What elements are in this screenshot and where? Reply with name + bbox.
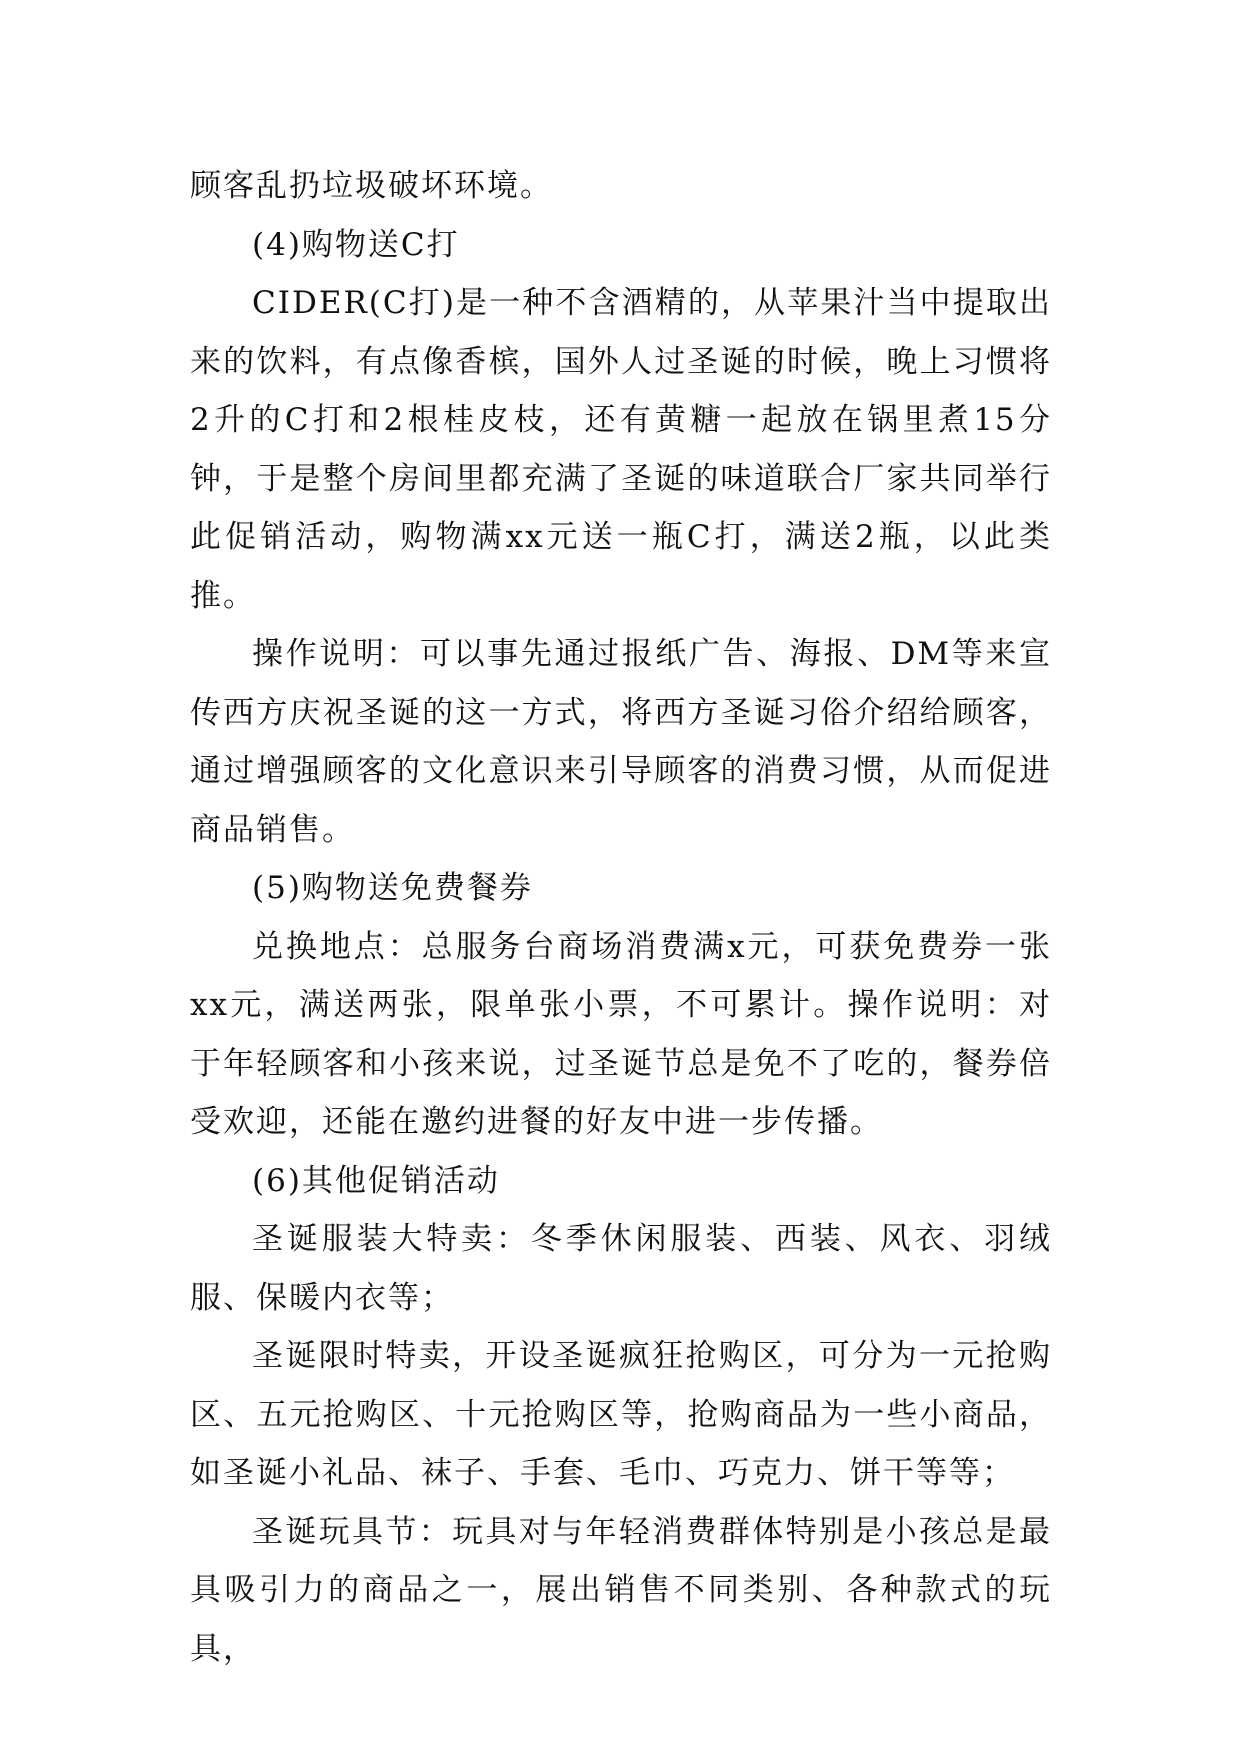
paragraph: 顾客乱扔垃圾破坏环境。 (190, 168, 553, 204)
paragraph: 兑换地点：总服务台商场消费满x元，可获免费券一张xx元，满送两张，限单张小票，不可累计。操作说明：对于年轻顾客和小孩来说，过圣诞节总是免不了吃的，餐券倍受欢迎，还能在邀约进餐的好友中进一步传播。 (190, 928, 1052, 1140)
paragraph: CIDER(C打)是一种不含酒精的，从苹果汁当中提取出来的饮料，有点像香槟，国外人过圣诞的时候，晚上习惯将2升的C打和2根桂皮枝，还有黄糖一起放在锅里煮15分钟，于是整个房间里都充满了圣诞的味道联合厂家共同举行此促销活动，购物满xx元送一瓶C打，满送2瓶，以此类推。 (190, 285, 1052, 614)
paragraph: 圣诞限时特卖，开设圣诞疯狂抢购区，可分为一元抢购区、五元抢购区、十元抢购区等，抢购商品为一些小商品，如圣诞小礼品、袜子、手套、毛巾、巧克力、饼干等等； (190, 1338, 1052, 1491)
paragraph: 操作说明：可以事先通过报纸广告、海报、DM等来宣传西方庆祝圣诞的这一方式，将西方圣诞习俗介绍给顾客，通过增强顾客的文化意识来引导顾客的消费习惯，从而促进商品销售。 (190, 636, 1052, 848)
section-heading: (4)购物送C打 (252, 226, 460, 263)
paragraph: 圣诞服装大特卖：冬季休闲服装、西装、风衣、羽绒服、保暖内衣等； (190, 1221, 1052, 1316)
section-heading: (5)购物送免费餐券 (252, 870, 533, 906)
paragraph: 圣诞玩具节：玩具对与年轻消费群体特别是小孩总是最具吸引力的商品之一，展出销售不同类别、各种款式的玩具， (190, 1513, 1052, 1667)
section-heading: (6)其他促销活动 (252, 1162, 500, 1199)
document-body (190, 157, 1052, 1678)
